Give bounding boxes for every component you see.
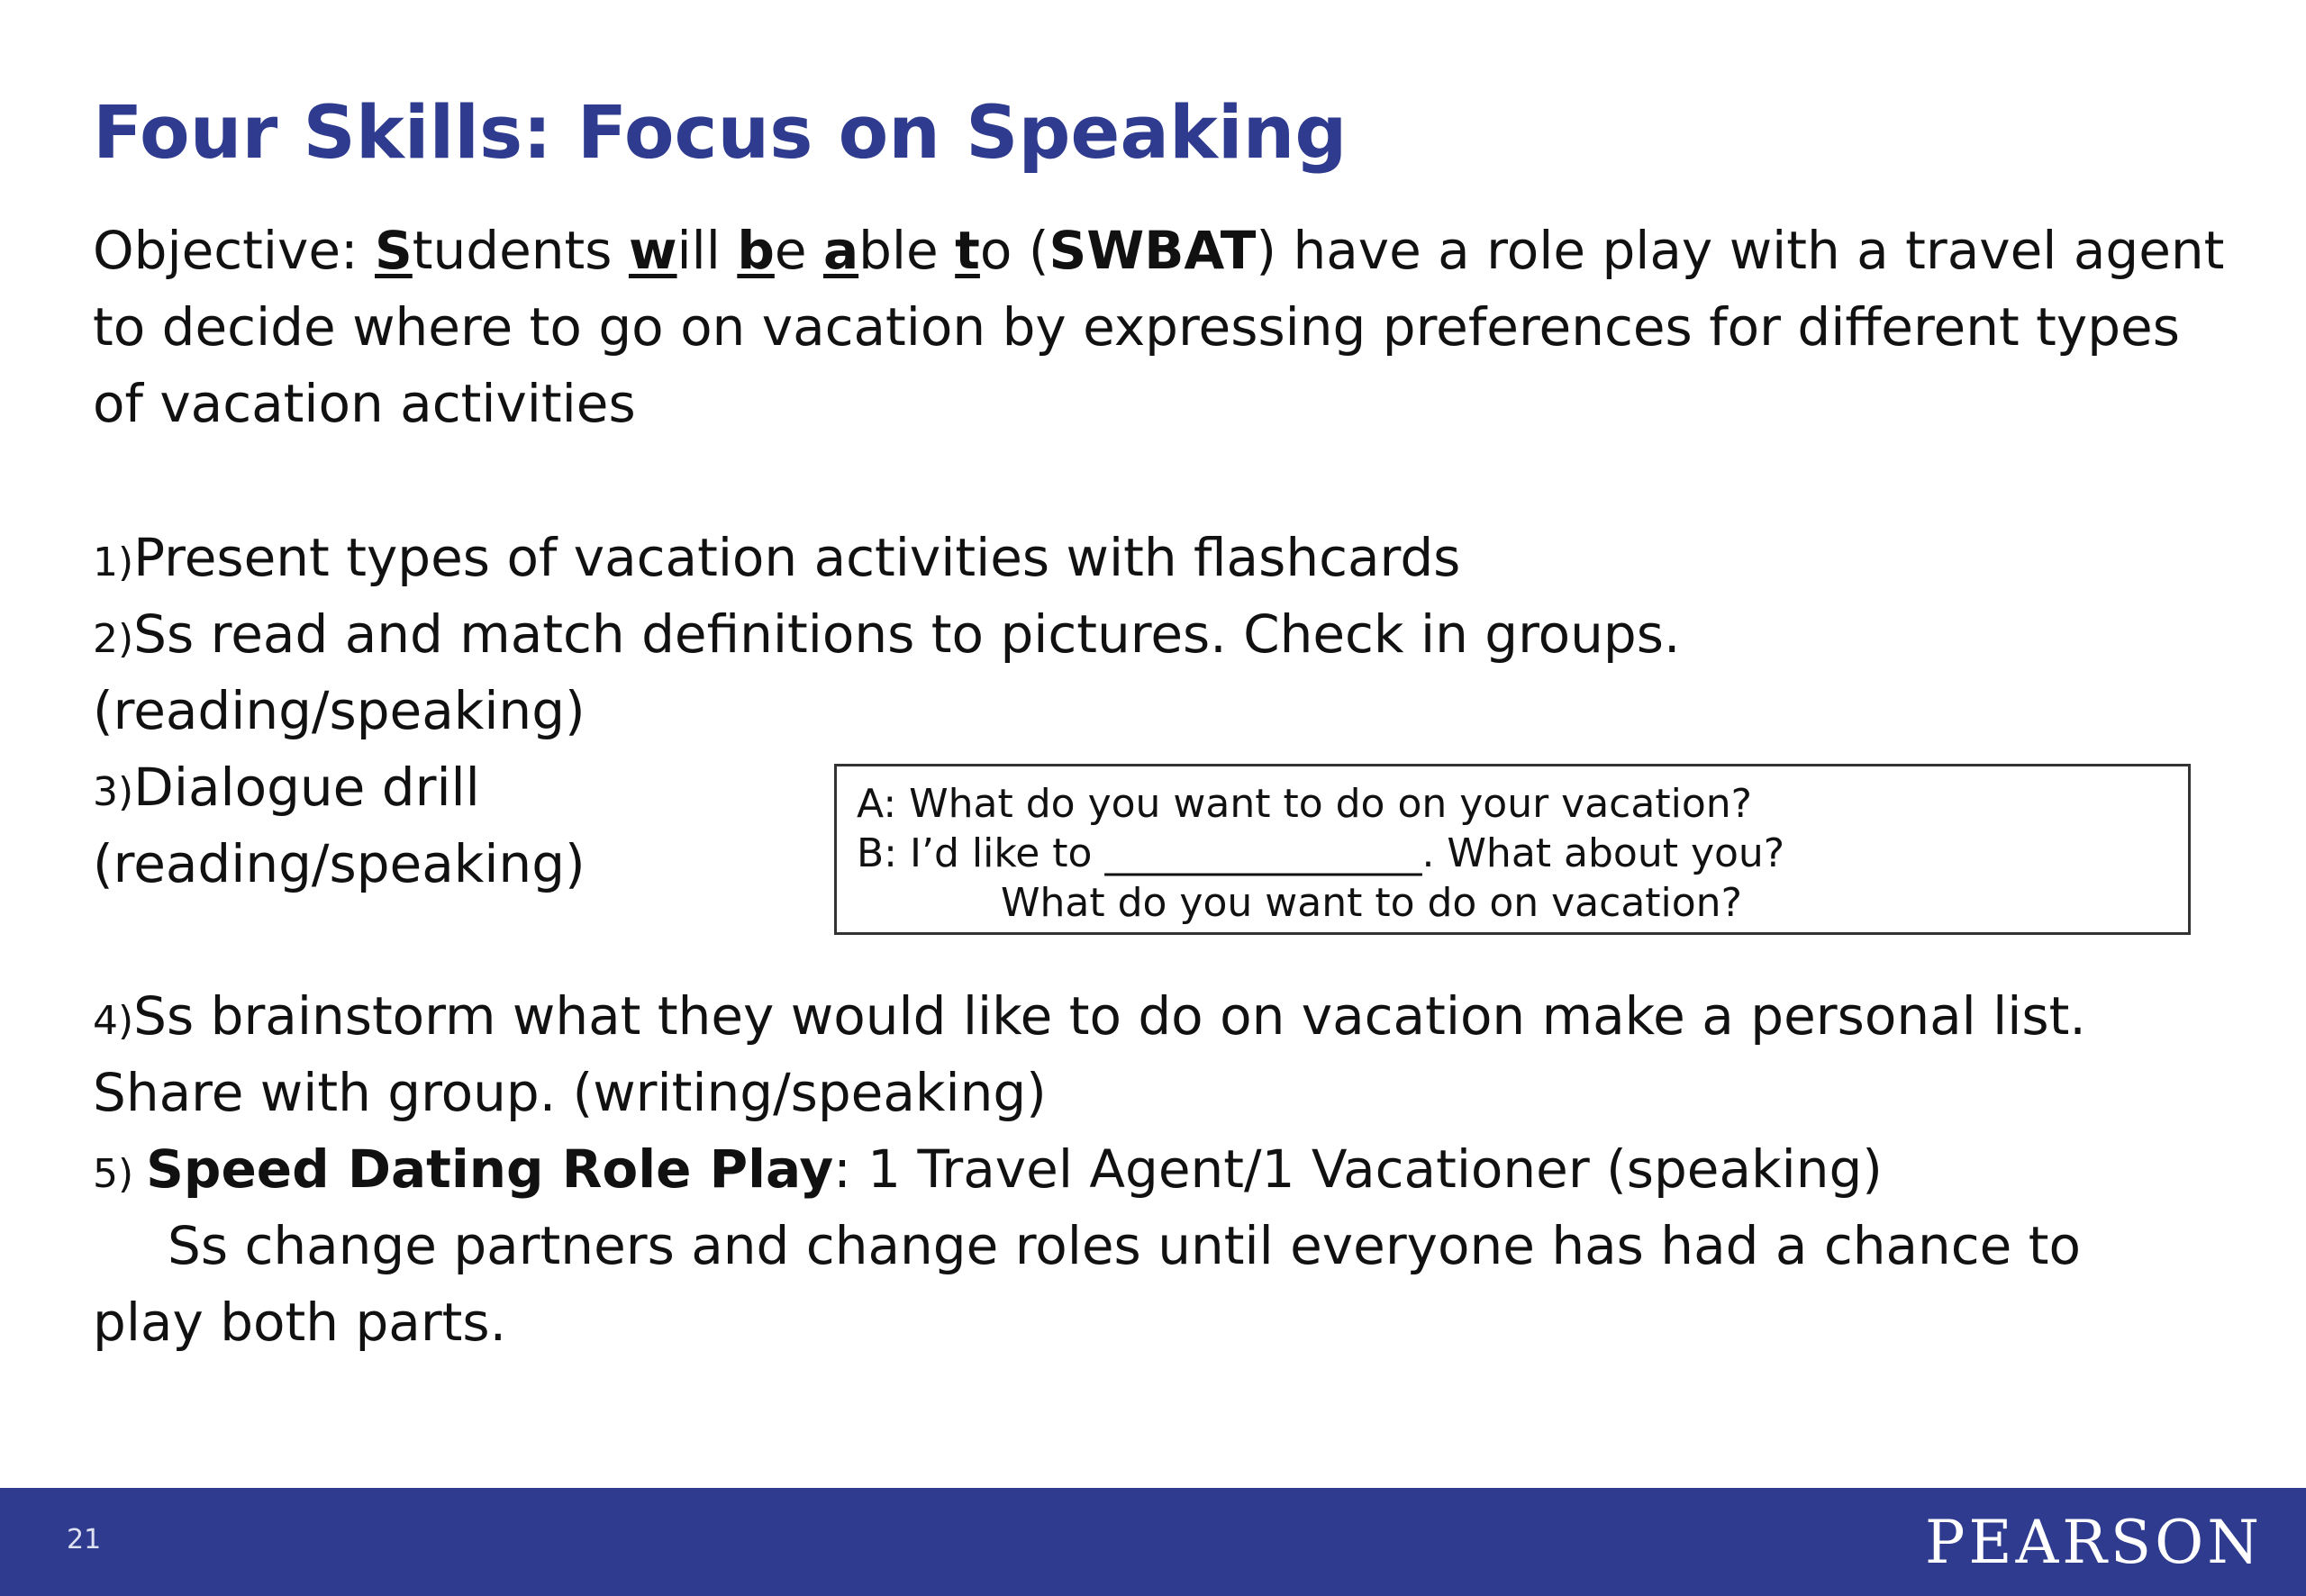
step-5 <box>93 1131 1883 1212</box>
objective-word-part: o ( <box>979 220 1049 281</box>
step-5-continued: Ss change partners and change roles until everyone has had a chance to <box>168 1215 2082 1276</box>
step-text: Dialogue drill <box>133 757 480 818</box>
objective-text <box>93 213 2237 442</box>
step-text: Ss brainstorm what they would like to do on vacation make a personal list. <box>133 985 2086 1047</box>
objective-word-part: ble <box>858 220 956 281</box>
dialogue-box <box>834 764 2191 935</box>
swbat-letter-w: w <box>628 220 677 281</box>
dialogue-line-b: B: I’d like to ________________. What about you? <box>857 830 1785 876</box>
step-number: 4) <box>93 998 134 1044</box>
step-5-end: play both parts. <box>93 1292 507 1353</box>
swbat-letter-a: a <box>822 220 859 281</box>
step-5-heading: Speed Dating Role Play <box>146 1138 834 1200</box>
dialogue-line-c: What do you want to do on vacation? <box>1001 880 1742 926</box>
slide-title: Four Skills: Focus on Speaking <box>93 91 1348 176</box>
step-1 <box>93 520 1460 601</box>
step-4 <box>93 978 2086 1059</box>
step-text: : 1 Travel Agent/1 Vacationer (speaking) <box>833 1138 1883 1200</box>
page-number: 21 <box>67 1524 102 1555</box>
swbat-letter-s: S <box>375 220 413 281</box>
step-text: Present types of vacation activities with flashcards <box>133 527 1461 588</box>
step-text: Ss read and match definitions to pictures. Check in groups. <box>133 603 1681 665</box>
step-number: 1) <box>93 540 134 585</box>
footer-bar <box>0 1488 2306 1596</box>
step-3 <box>93 749 480 830</box>
step-number: 5) <box>93 1151 147 1197</box>
step-4-continued: Share with group. (writing/speaking) <box>93 1062 1047 1123</box>
swbat-acronym: SWBAT <box>1049 220 1257 281</box>
swbat-letter-t: t <box>955 220 980 281</box>
objective-word-part: e <box>774 220 823 281</box>
objective-label: Objective: <box>93 220 375 281</box>
step-number: 2) <box>93 616 134 662</box>
objective-body: ) have a role play with a travel agent to decide where to go on vacation by expressing preferences for different types of vacation activities <box>93 220 2225 434</box>
swbat-letter-b: b <box>737 220 775 281</box>
dialogue-line-a: A: What do you want to do on your vacation? <box>857 781 1752 827</box>
objective-word-part: tudents <box>412 220 629 281</box>
pearson-logo: PEARSON <box>1924 1508 2263 1577</box>
step-2-skills: (reading/speaking) <box>93 680 586 741</box>
step-3-skills: (reading/speaking) <box>93 833 586 894</box>
step-2 <box>93 596 1680 677</box>
step-number: 3) <box>93 769 134 815</box>
objective-word-part: ill <box>676 220 738 281</box>
